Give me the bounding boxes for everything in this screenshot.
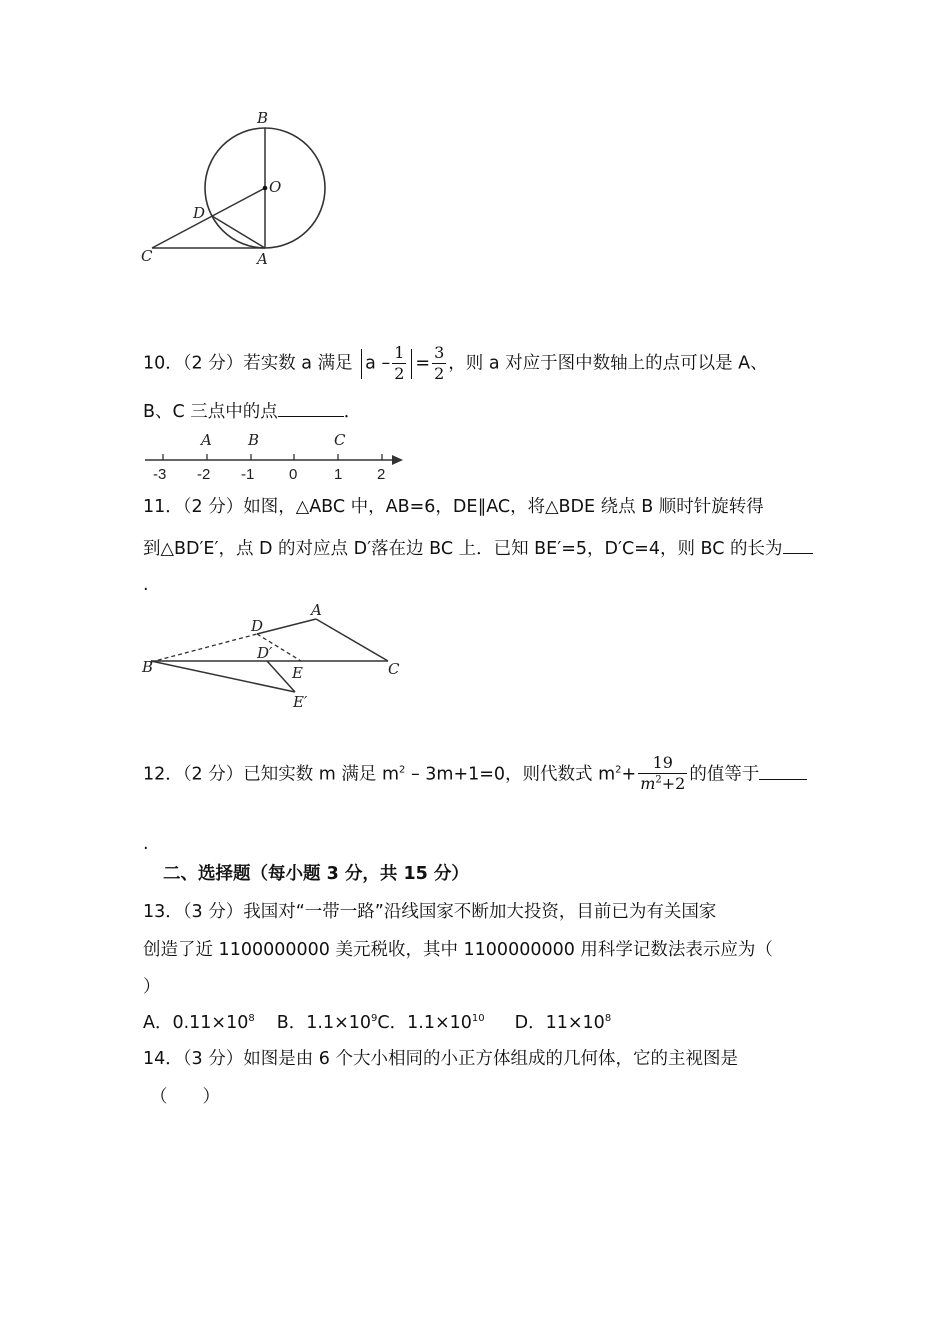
q14-line1 — [143, 1047, 738, 1071]
q12-answer-blank[interactable] — [759, 761, 807, 780]
q12-sup-1: 2 — [399, 764, 406, 776]
q10-fraction-2 — [432, 343, 446, 384]
label-a: A — [257, 250, 268, 268]
q10-equals: = — [415, 353, 431, 374]
q13-number: 13． — [143, 902, 183, 922]
segment-ac — [316, 619, 388, 661]
tick-label-neg1: -1 — [241, 466, 255, 483]
q14-number: 14． — [143, 1049, 183, 1069]
frac1-numerator: 1 — [394, 343, 405, 362]
tick-label-0: 0 — [289, 466, 298, 483]
q13-options — [143, 1011, 611, 1035]
q10-answer-blank[interactable] — [278, 398, 344, 417]
option-d-text: D．11×10 — [514, 1013, 605, 1033]
q13-line1 — [143, 900, 716, 924]
label-e: E — [292, 664, 303, 682]
segment-da — [212, 216, 265, 248]
q11-line1 — [143, 495, 764, 519]
q14-line1-text: 如图是由 6 个大小相同的小正方体组成的几何体，它的主视图是 — [243, 1049, 738, 1069]
number-line-figure — [140, 425, 410, 487]
segment-be-prime — [151, 661, 295, 692]
center-dot — [263, 186, 268, 191]
label-c: C — [388, 660, 400, 678]
q11-end: . — [143, 575, 149, 595]
point-label-c: C — [334, 431, 346, 449]
q12-line1 — [143, 755, 807, 794]
frac2-numerator: 3 — [434, 343, 445, 362]
number-line-arrow — [392, 455, 403, 465]
frac2-denominator: 2 — [434, 364, 445, 383]
q13-line3 — [143, 975, 161, 999]
tick-label-2: 2 — [377, 466, 386, 483]
frac1-denominator: 2 — [394, 364, 405, 383]
q12-number: 12． — [143, 764, 183, 785]
q10-line1 — [143, 343, 768, 384]
label-d: D — [193, 204, 206, 222]
q10-score: （2 分） — [182, 353, 244, 374]
point-label-a: A — [201, 431, 212, 449]
label-b: B — [142, 658, 154, 676]
q13-option-d[interactable] — [515, 1013, 612, 1033]
label-a: A — [311, 601, 322, 619]
q13-option-c[interactable] — [377, 1013, 484, 1033]
q13-line2 — [143, 938, 773, 962]
segment-da — [257, 619, 316, 634]
abs-bar-left — [361, 349, 362, 379]
q12-score: （2 分） — [182, 764, 244, 785]
q10-number: 10． — [143, 353, 183, 374]
q10-line2 — [143, 398, 361, 424]
segment-co — [152, 188, 265, 248]
q14-line2-text: （ ） — [150, 1087, 220, 1107]
q13-line1-text: 我国对“一带一路”沿线国家不断加大投资，目前已为有关国家 — [243, 902, 717, 922]
section-title: 二、选择题（每小题 3 分，共 15 分） — [163, 864, 469, 884]
option-c-text: C．1.1×10 — [377, 1013, 472, 1033]
number-line-ticks — [163, 454, 382, 460]
q10-end: ． — [343, 402, 362, 422]
circle-figure — [130, 105, 370, 275]
q12-text-c: + — [621, 764, 637, 785]
q11-line3 — [143, 573, 149, 597]
segment-ba-dashed — [151, 634, 257, 662]
q11-line2-text: 到△BD′E′，点 D 的对应点 D′落在边 BC 上．已知 BE′=5，D′C=4，则 BC 的长为 — [143, 539, 783, 559]
label-e-prime: E′ — [293, 693, 308, 710]
q10-text-b: ，则 a 对应于图中数轴上的点可以是 A、 — [448, 353, 768, 374]
q13-line2-text: 创造了近 1100000000 美元税收，其中 1100000000 用科学记数法表示应为（ — [143, 940, 773, 960]
q10-text-a: 若实数 a 满足 — [243, 353, 353, 374]
option-b-text: B．1.1×10 — [276, 1013, 372, 1033]
q12-text-b: – 3m+1=0，则代数式 m — [405, 764, 616, 785]
abs-bar-right — [411, 349, 412, 379]
q12-line2 — [143, 832, 149, 856]
label-d: D — [251, 617, 264, 635]
q14-line2 — [150, 1085, 220, 1109]
tick-label-1: 1 — [334, 466, 343, 483]
q12-frac-denominator — [638, 774, 687, 794]
option-d-exp: 8 — [604, 1013, 612, 1025]
q12-frac-den-rest: +2 — [661, 774, 686, 793]
q13-line3-text: ） — [143, 977, 161, 997]
q12-frac-den-sup: 2 — [655, 774, 662, 786]
q10-fraction-1 — [392, 343, 406, 384]
q11-line2 — [143, 535, 813, 561]
q13-option-b[interactable] — [277, 1013, 378, 1033]
q12-text-d: 的值等于 — [689, 764, 760, 785]
q13-score: （3 分） — [182, 902, 244, 922]
q12-frac-den-m: m — [640, 774, 656, 793]
option-a-exp: 8 — [248, 1013, 255, 1025]
q11-line1-text: 如图，△ABC 中，AB=6，DE∥AC，将△BDE 绕点 B 顺时针旋转得 — [243, 497, 764, 517]
label-c: C — [141, 247, 153, 265]
tick-label-neg3: -3 — [153, 466, 167, 483]
label-d-prime: D′ — [257, 644, 273, 662]
q10-line2-text: B、C 三点中的点 — [143, 402, 278, 422]
q14-score: （3 分） — [182, 1049, 244, 1069]
q13-option-a[interactable] — [143, 1013, 255, 1033]
option-a-text: A．0.11×10 — [143, 1013, 249, 1033]
q11-answer-blank[interactable] — [783, 535, 813, 554]
q11-score: （2 分） — [182, 497, 244, 517]
option-c-exp: 10 — [471, 1013, 485, 1025]
label-o: O — [269, 178, 282, 196]
q12-fraction — [638, 753, 687, 794]
triangle-figure — [135, 598, 415, 710]
point-label-b: B — [248, 431, 260, 449]
tick-label-neg2: -2 — [197, 466, 211, 483]
q11-number: 11． — [143, 497, 183, 517]
q12-end: . — [143, 834, 149, 854]
q12-sup-2: 2 — [615, 764, 622, 776]
label-b: B — [257, 109, 269, 127]
q10-abs-left: a – — [365, 353, 391, 374]
q12-frac-numerator: 19 — [638, 753, 687, 774]
q12-text-a: 已知实数 m 满足 m — [243, 764, 400, 785]
option-b-exp: 9 — [371, 1013, 378, 1025]
